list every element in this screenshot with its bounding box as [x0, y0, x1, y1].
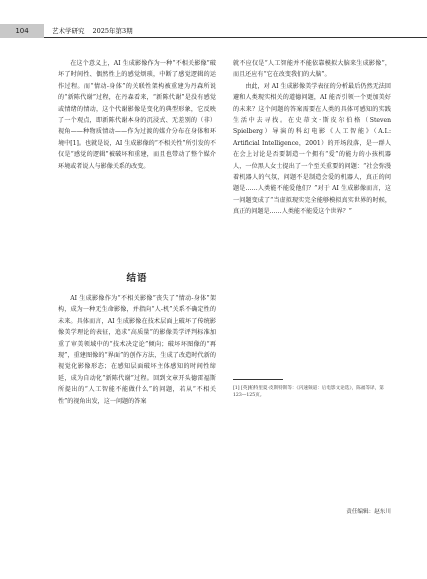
left-column-upper: [58, 58, 216, 172]
body-paragraph: 就不应仅是“人工智能并不能依靠模拟大脑来生成影像”，而且还应有“它在改变我们的大脑”。: [233, 60, 391, 79]
body-paragraph: 在这个意义上，AI 生成影像作为一种“不相关影像”破坏了时间性、偶然性上的感觉烦琐，中断了感觉逻辑的运作过程。而“情动-身体”的关联性架构被重建为丹森所说的“新陈代谢”过程，在丹森看来，“新陈代谢”是没有感觉或情绪的情动，这个代谢影像是变化的典型形象，它反映了一个观点，即新陈代谢本身的沉浸式、无差别的（非）视角——种物质情动——作为过渡的媒介分布在身体和环境中[1]。也就是说，AI 生成影像的“不相关性”所引发的不仅是“感觉的逻辑”被破坏和重建，而且也带动了整个媒介环境或者说人与影像关系的改变。: [58, 60, 216, 170]
journal-issue: 2025年第3期: [92, 27, 133, 35]
right-column: [233, 58, 391, 218]
section-title: 结语: [126, 273, 148, 284]
page-number: 104: [0, 24, 44, 38]
footnote: [1] [英]帕特里夏·皮斯特斯等：《闪速频道：后电影文论选》，陈福等译，第123—125页。: [233, 386, 384, 399]
left-column-lower: [58, 293, 216, 407]
page-header: [0, 0, 427, 40]
footnote-rule: [233, 379, 283, 380]
body-paragraph: 由此，对 AI 生成影像美学表征的分析最后仍然无法回避和人类现实相关的道德问题，AI 能否引领一个更加美好的未来？这个问题的答案需要在人类的具体可感知的实践生活中去寻找。在史蒂文·斯皮尔伯格（Steven Spielberg）导演的科幻电影《人工智能》（A.I.: Artificial Intelligence，2001）的开场段落，是一群人在会上讨论是否要制造一个拥有“爱”的能力的小孩机器人，一位黑人女士提出了一个至关重要的问题：“社会弥漫着机器人的气氛，问题不是制造会爱的机器人，真正的问题是……人类能不能爱他们？”对于 AI 生成影像而言，这一问题变成了“当虚拟现实完全能够模拟真实世界的时候，真正的问题是……人类能不能爱这个世界？”: [233, 82, 391, 216]
body-paragraph: AI 生成影像作为“不相关影像”丧失了“情动-身体”架构，成为一种无生命影像，并指向“人-机”关系不确定性的未来。具体而言，AI 生成影像在技术层面上破坏了传统影像美学理论的表征，追求“高质量”的影像美学评判标准加重了审美领域中的“技术决定论”倾向；破坏坏图像的“再现”，重建图像的“界面”的创作方法，生成了改造时代新的视觉化影像形态；在感知层面破坏主体感知的时间性缔延，成为自动化“新陈代谢”过程。回到文章开头德雷福斯所提出的“人工智能不能做什么”的问题，若从“不相关性”的视角出发，这一问题的答案: [58, 295, 216, 405]
editor-credit: 责任编辑：赵东川: [346, 509, 391, 515]
journal-title: [52, 24, 133, 38]
header-rule: [44, 37, 427, 38]
journal-name: 艺术学研究: [52, 27, 85, 35]
